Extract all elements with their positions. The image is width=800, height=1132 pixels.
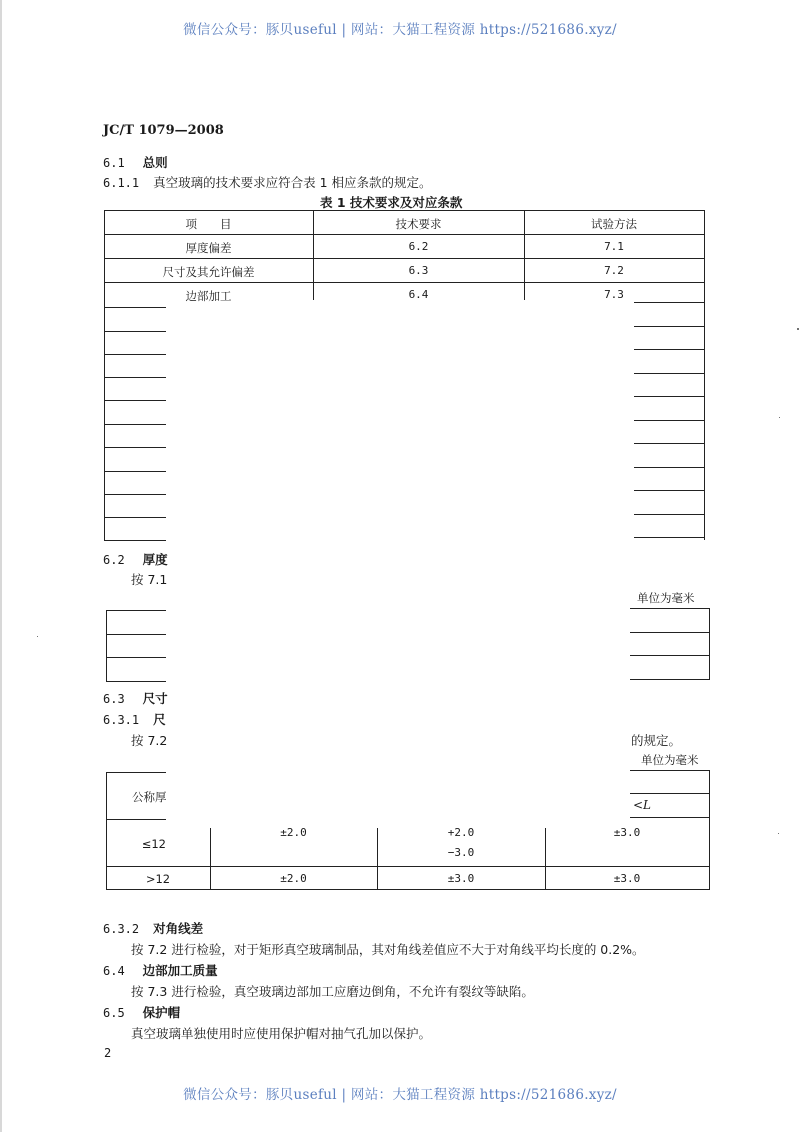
section-number: 6.4 [103,964,125,978]
table3-cell: ±3.0 [447,872,475,885]
section-number: 6.3.1 [103,713,140,727]
table3-header-bottom-right [630,817,710,818]
table3-header-sub-line [630,793,710,794]
table1-caption: 表 1 技术要求及对应条款 [320,195,463,210]
section-number: 6.1.1 [103,176,140,190]
table3-top-border-left [106,772,166,773]
section-6-1-1 [103,173,432,191]
table1-cell: 尺寸及其允许偏差 [162,265,255,279]
table1-cell: 6.3 [408,264,429,277]
section-title: 对角线差 [153,921,204,936]
section-number: 6.5 [103,1006,125,1020]
section-text: 真空玻璃的技术要求应符合表 1 相应条款的规定。 [153,175,432,190]
table3-cell: −3.0 [447,846,475,859]
table1-row-line [104,258,705,259]
page-left-edge [0,0,2,1132]
table3-bottom-border [106,889,710,890]
section-6-2-text-partial: 按 7.1 [131,572,168,587]
table3-cell: ±3.0 [613,826,641,839]
table2-unit: 单位为毫米 [637,591,695,605]
section-title-partial: 尺 [153,712,166,727]
table3-cell-thickness: >12 [145,872,171,886]
table1-cell: 6.4 [408,288,429,301]
scan-speck [778,833,779,834]
table3-row-line [106,866,710,867]
table3-top-border-right [630,770,710,771]
section-6-5-text: 真空玻璃单独使用时应使用保护帽对抽气孔加以保护。 [131,1026,432,1041]
scan-speck [37,636,38,637]
section-number: 6.2 [103,553,125,567]
table1-cell: 厚度偏差 [185,241,232,255]
table1-cell: 边部加工 [185,289,232,303]
table3-right-border [709,770,710,889]
table1-cell: 7.3 [604,288,624,301]
table1-cell: 6.2 [408,240,429,253]
table1-cell: 7.1 [604,240,624,253]
section-title-partial: 尺寸 [142,691,168,706]
page-number: 2 [104,1046,112,1060]
table3-header-bottom-left [106,819,166,820]
table3-header-length-partial: <L [633,798,652,812]
section-6-4-text: 按 7.3 进行检验，真空玻璃边部加工应磨边倒角，不允许有裂纹等缺陷。 [131,984,534,999]
table1-cell: 7.2 [604,264,624,277]
section-6-3-1 [103,710,166,728]
section-title: 总则 [142,155,168,170]
section-6-3-1-text-partial: 按 7.2 [131,733,168,748]
section-title: 边部加工质量 [142,963,218,978]
table3-cell-thickness: ≤12 [141,837,166,851]
table1-header-item: 项 目 [185,217,232,231]
table3-unit: 单位为毫米 [641,753,699,767]
table1-header-requirement: 技术要求 [395,217,442,231]
watermark-top: 微信公众号：豚贝useful | 网站：大猫工程资源 https://521686.xyz/ [183,22,617,38]
section-6-5 [103,1003,180,1021]
table1-top-border [104,210,705,211]
table3-cell: +2.0 [447,826,475,839]
table3-cell: ±2.0 [280,872,307,885]
section-6-3-2 [103,919,203,937]
scan-speck [779,417,780,418]
section-6-1 [103,153,168,171]
table3-header-thickness-partial: 公称厚 [132,790,167,804]
section-number: 6.3 [103,692,125,706]
table3-cell: ±2.0 [280,826,307,839]
standard-number: JC/T 1079—2008 [103,123,224,138]
section-number: 6.1 [103,156,125,170]
watermark-bottom: 微信公众号：豚贝useful | 网站：大猫工程资源 https://521686.xyz/ [183,1087,617,1103]
table1-row-line [104,282,705,283]
table3-cell: ±3.0 [613,872,641,885]
section-6-2 [103,550,168,568]
section-title-partial: 厚度 [142,552,168,567]
section-6-3-1-text-end: 的规定。 [631,733,682,748]
section-number: 6.3.2 [103,922,140,936]
section-6-3-2-text: 按 7.2 进行检验，对于矩形真空玻璃制品，其对角线差值应不大于对角线平均长度的 0.2%。 [131,942,645,957]
table1-row-line [104,234,705,235]
section-6-3 [103,689,168,707]
table1-left-border [104,210,105,540]
table1-header-method: 试验方法 [591,217,637,231]
scan-speck [797,328,799,330]
section-title: 保护帽 [142,1005,181,1020]
section-6-4 [103,961,218,979]
